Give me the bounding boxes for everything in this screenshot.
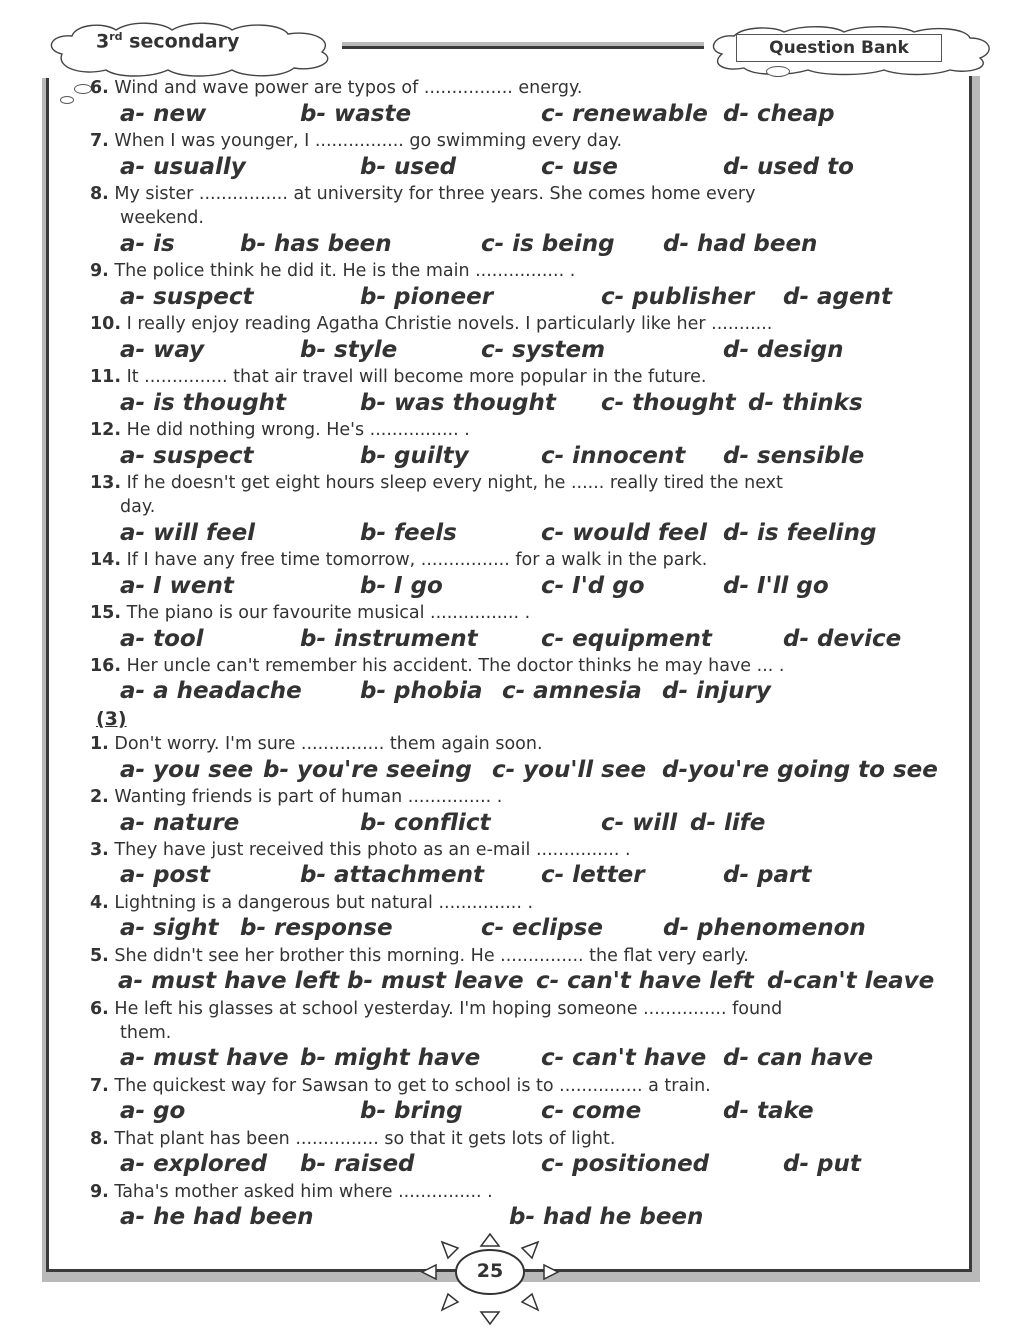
option-d: d-can't leave (767, 968, 935, 994)
option-c: c- come (541, 1098, 642, 1124)
option-d: d- cheap (723, 101, 835, 127)
option-a: a- nature (120, 810, 240, 836)
option-c: c- eclipse (481, 915, 603, 941)
option-d: d- injury (662, 678, 771, 704)
option-a: a- I went (120, 573, 234, 599)
question-number: 10. (90, 314, 122, 334)
option-b: b- must leave (347, 968, 524, 994)
option-c: c- you'll see (492, 757, 647, 783)
option-a: a- go (120, 1098, 186, 1124)
option-a: a- must have (120, 1045, 289, 1071)
question-number: 7. (90, 131, 109, 151)
question-text: The police think he did it. He is the main ................ . (114, 261, 576, 281)
option-c: c- use (541, 154, 618, 180)
option-c: c- will (601, 810, 678, 836)
option-d: d- used to (723, 154, 854, 180)
option-c: c- renewable (541, 101, 708, 127)
question-number: 6. (90, 78, 109, 98)
question-number: 5. (90, 946, 109, 966)
option-b: b- might have (300, 1045, 481, 1071)
option-b: b- used (360, 154, 457, 180)
question-text: I really enjoy reading Agatha Christie novels. I particularly like her ........... (126, 314, 773, 334)
option-b: b- conflict (360, 810, 491, 836)
s3-question-5 (90, 944, 920, 968)
option-d: d- take (723, 1098, 814, 1124)
option-d: d-you're going to see (662, 757, 938, 783)
question-number: 1. (90, 734, 109, 754)
option-b: b- feels (360, 520, 457, 546)
option-c: c- thought (601, 390, 736, 416)
grade-word: secondary (129, 30, 240, 53)
option-a: a- a headache (120, 678, 302, 704)
option-a: a- post (120, 862, 211, 888)
question-text: When I was younger, I ................ go swimming every day. (114, 131, 623, 151)
option-a: a- suspect (120, 284, 254, 310)
s3-question-7 (90, 1074, 920, 1098)
option-d: d- design (723, 337, 844, 363)
question-text: The quickest way for Sawsan to get to school is to ............... a train. (114, 1076, 711, 1096)
option-c: c- equipment (541, 626, 712, 652)
option-d: d- life (690, 810, 766, 836)
option-b: b- had he been (509, 1204, 704, 1230)
option-d: d- is feeling (723, 520, 877, 546)
option-d: d- sensible (723, 443, 865, 469)
question-text: The piano is our favourite musical ................ . (126, 603, 531, 623)
option-b: b- has been (240, 231, 392, 257)
question-number: 9. (90, 261, 109, 281)
option-a: a- way (120, 337, 205, 363)
option-b: b- style (300, 337, 398, 363)
s3-question-2 (90, 785, 920, 809)
s3-question-3 (90, 838, 920, 862)
question-text: Don't worry. I'm sure ............... them again soon. (114, 734, 543, 754)
option-b: b- you're seeing (263, 757, 472, 783)
option-c: c- system (481, 337, 606, 363)
option-b: b- guilty (360, 443, 469, 469)
option-b: b- phobia (360, 678, 483, 704)
option-c: c- amnesia (502, 678, 642, 704)
question-text: Wind and wave power are typos of ................ energy. (114, 78, 583, 98)
option-a: a- he had been (120, 1204, 314, 1230)
question-number: 8. (90, 184, 109, 204)
question-6 (90, 76, 920, 100)
header-grade (96, 30, 239, 52)
question-11 (90, 365, 920, 389)
option-b: b- I go (360, 573, 443, 599)
question-number: 7. (90, 1076, 109, 1096)
option-a: a- must have left (118, 968, 340, 994)
s3-question-6 (90, 997, 920, 1045)
question-number: 3. (90, 840, 109, 860)
section-label: (3) (96, 708, 127, 730)
option-b: b- waste (300, 101, 412, 127)
option-a: a- is (120, 231, 175, 257)
option-c: c- can't have left (536, 968, 754, 994)
option-b: b- bring (360, 1098, 463, 1124)
option-a: a- is thought (120, 390, 287, 416)
option-c: c- letter (541, 862, 645, 888)
option-c: c- is being (481, 231, 615, 257)
question-text: He did nothing wrong. He's ................ . (126, 420, 470, 440)
question-15 (90, 601, 920, 625)
grade-suffix: rd (109, 30, 123, 43)
option-a: a- explored (120, 1151, 268, 1177)
grade-number: 3 (96, 30, 110, 53)
question-bank-label: Question Bank (736, 34, 942, 62)
question-number: 12. (90, 420, 122, 440)
option-d: d- I'll go (723, 573, 829, 599)
option-c: c- I'd go (541, 573, 645, 599)
s3-question-8 (90, 1127, 920, 1151)
option-c: c- would feel (541, 520, 708, 546)
option-a: a- will feel (120, 520, 256, 546)
question-text: Her uncle can't remember his accident. The doctor thinks he may have ... . (126, 656, 785, 676)
option-a: a- usually (120, 154, 246, 180)
question-8 (90, 182, 920, 230)
option-b: b- response (240, 915, 393, 941)
question-16 (90, 654, 920, 678)
question-text: That plant has been ............... so that it gets lots of light. (114, 1129, 616, 1149)
question-number: 2. (90, 787, 109, 807)
question-text-continued: them. (120, 1023, 172, 1043)
option-a: a- tool (120, 626, 204, 652)
question-text: They have just received this photo as an e-mail ............... . (114, 840, 631, 860)
question-text: Taha's mother asked him where ............... . (114, 1182, 493, 1202)
question-text: If he doesn't get eight hours sleep every night, he ...... really tired the next (126, 473, 783, 493)
question-text: If I have any free time tomorrow, ................ for a walk in the park. (126, 550, 708, 570)
question-13 (90, 471, 920, 519)
option-d: d- device (783, 626, 902, 652)
option-a: a- new (120, 101, 207, 127)
option-b: b- raised (300, 1151, 415, 1177)
option-c: c- innocent (541, 443, 686, 469)
option-b: b- attachment (300, 862, 484, 888)
option-a: a- you see (120, 757, 254, 783)
question-text-continued: day. (120, 497, 156, 517)
question-number: 4. (90, 893, 109, 913)
question-14 (90, 548, 920, 572)
question-number: 9. (90, 1182, 109, 1202)
s3-question-1 (90, 732, 920, 756)
question-10 (90, 312, 920, 336)
s3-question-9 (90, 1180, 920, 1204)
option-d: d- thinks (748, 390, 863, 416)
decor-bubble (60, 96, 74, 104)
question-number: 8. (90, 1129, 109, 1149)
question-7 (90, 129, 920, 153)
question-text: Wanting friends is part of human ............... . (114, 787, 503, 807)
page-number: 25 (476, 1260, 504, 1282)
option-d: d- put (783, 1151, 861, 1177)
option-c: c- positioned (541, 1151, 710, 1177)
option-b: b- pioneer (360, 284, 494, 310)
option-d: d- part (723, 862, 812, 888)
question-text: She didn't see her brother this morning. He ............... the flat very early. (114, 946, 749, 966)
option-c: c- publisher (601, 284, 755, 310)
option-d: d- had been (663, 231, 818, 257)
question-text: He left his glasses at school yesterday. I'm hoping someone ............... found (114, 999, 783, 1019)
question-12 (90, 418, 920, 442)
option-c: c- can't have (541, 1045, 707, 1071)
s3-question-4 (90, 891, 920, 915)
option-d: d- can have (723, 1045, 874, 1071)
question-text: It ............... that air travel will become more popular in the future. (126, 367, 707, 387)
question-number: 13. (90, 473, 122, 493)
option-a: a- suspect (120, 443, 254, 469)
question-number: 6. (90, 999, 109, 1019)
question-number: 16. (90, 656, 122, 676)
question-text: My sister ................ at university for three years. She comes home every (114, 184, 756, 204)
question-number: 14. (90, 550, 122, 570)
question-text: Lightning is a dangerous but natural ............... . (114, 893, 534, 913)
question-text-continued: weekend. (120, 208, 204, 228)
question-9 (90, 259, 920, 283)
question-number: 15. (90, 603, 122, 623)
question-number: 11. (90, 367, 122, 387)
option-a: a- sight (120, 915, 219, 941)
option-b: b- was thought (360, 390, 556, 416)
option-d: d- agent (783, 284, 892, 310)
option-b: b- instrument (300, 626, 478, 652)
option-d: d- phenomenon (663, 915, 866, 941)
